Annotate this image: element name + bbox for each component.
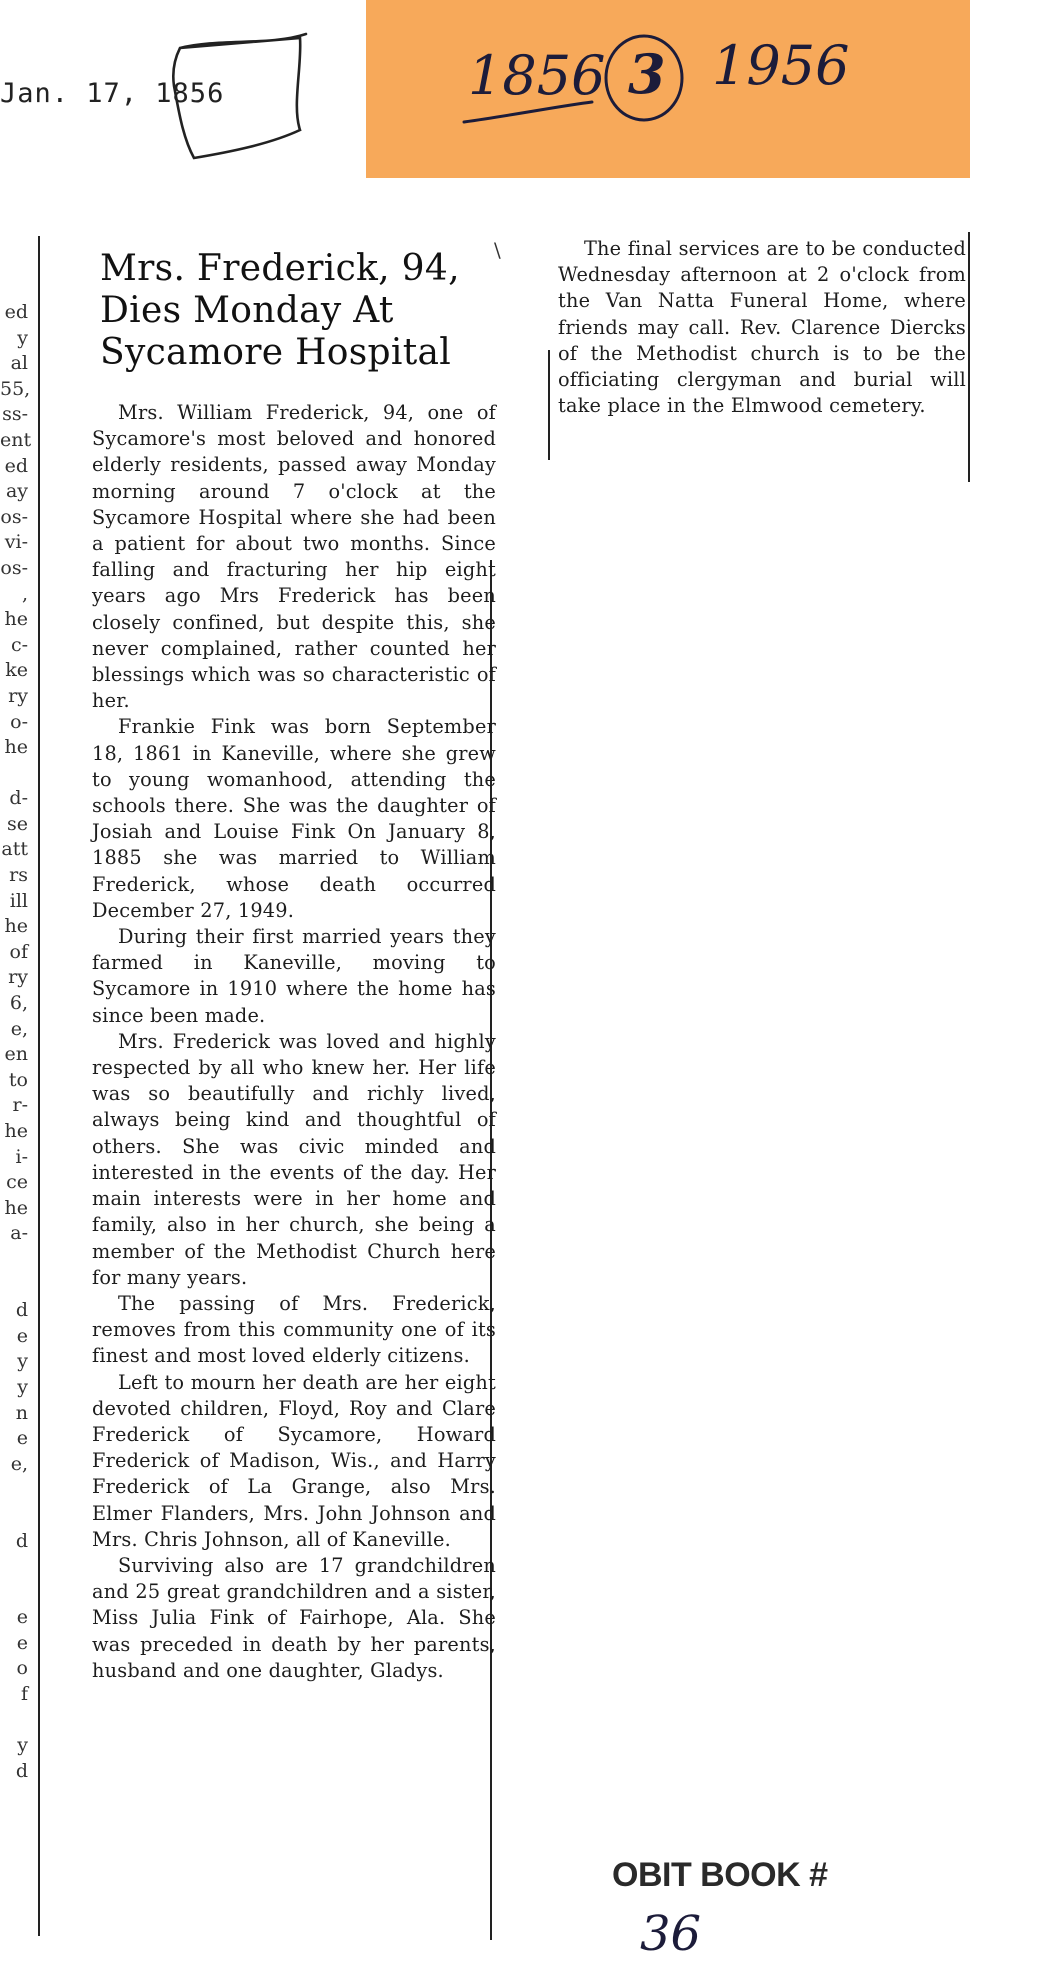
paragraph-6: Left to mourn her death are her eight devoted children, Floyd, Roy and Clare Frederick of Sycamore, Howard Frederick of Madison, Wis., and Harry Frederick of La Grange, also Mrs. Elmer Flanders, Mrs. John Johnson and Mrs. Chris Johnson, all of Kaneville. xyxy=(92,1370,496,1551)
hand-drawn-loop-icon xyxy=(160,26,310,166)
headline xyxy=(100,248,490,374)
obit-book-number: 36 xyxy=(640,1906,702,1962)
sticky-right-year: 1956 xyxy=(712,34,850,97)
typed-date: Jan. 17, 1856 xyxy=(0,78,225,109)
paragraph-5: The passing of Mrs. Frederick, removes from this community one of its finest and most loved elderly citizens. xyxy=(92,1291,496,1368)
article-column-1 xyxy=(92,400,496,1684)
column-rule-right-short xyxy=(548,350,550,460)
paragraph-1: Mrs. William Frederick, 94, one of Sycamore's most beloved and honored elderly residents, passed away Monday morning around 7 o'clock at the Sycamore Hospital where she had been a patient for about two months. Since falling and fracturing her hip eight years ago Mrs Frederick has been closely confined, but despite this, she never complained, rather counted her blessings which was so characteristic of her. xyxy=(92,401,496,713)
paragraph-final-services: The final services are to be conducted Wednesday afternoon at 2 o'clock from the Van Natta Funeral Home, where friends may call. Rev. Clarence Diercks of the Methodist church is to be the officiating clergyman and burial will take place in the Elmwood cemetery. xyxy=(558,237,966,418)
headline-line-1: Mrs. Frederick, 94, xyxy=(100,248,460,289)
sticky-left-year: 1856 xyxy=(468,44,606,107)
paragraph-7: Surviving also are 17 grandchildren and 25 great grandchildren and a sister, Miss Julia Fink of Fairhope, Ala. She was preceded in death by her parents, husband and one daughter, Gladys. xyxy=(92,1553,496,1682)
headline-line-2: Dies Monday At xyxy=(100,290,394,331)
headline-line-3: Sycamore Hospital xyxy=(100,332,452,373)
stray-tick-mark: \ xyxy=(494,238,501,262)
sticky-circled-mark: 3 xyxy=(628,42,666,106)
paragraph-2: Frankie Fink was born September 18, 1861 in Kaneville, where she grew to young womanhood, attending the schools there. She was the daughter of Josiah and Louise Fink On January 8, 1885 she was married to William Frederick, whose death occurred December 27, 1949. xyxy=(92,715,496,922)
column-rule-far-right xyxy=(968,232,970,482)
article-column-2 xyxy=(558,236,966,419)
paragraph-3: During their first married years they farmed in Kaneville, moving to Sycamore in 1910 where the home has since been made. xyxy=(92,925,496,1027)
column-rule-left xyxy=(38,236,40,1936)
obit-book-label: OBIT BOOK # xyxy=(612,1856,828,1894)
adjacent-column-fragments: ed y al 55, ss- ent ed ay os- vi- os- , he c- ke ry o- he d- se att rs ill he of ry 6, e, en to r- he i- ce he a- d e y y n e e, d e e o f y d xyxy=(0,301,32,1782)
paragraph-4: Mrs. Frederick was loved and highly respected by all who knew her. Her life was so beautifully and richly lived, always being kind and thoughtful of others. She was civic minded and interested in the events of the day. Her main interests were in her home and family, also in her church, she being a member of the Methodist Church here for many years. xyxy=(92,1029,496,1289)
